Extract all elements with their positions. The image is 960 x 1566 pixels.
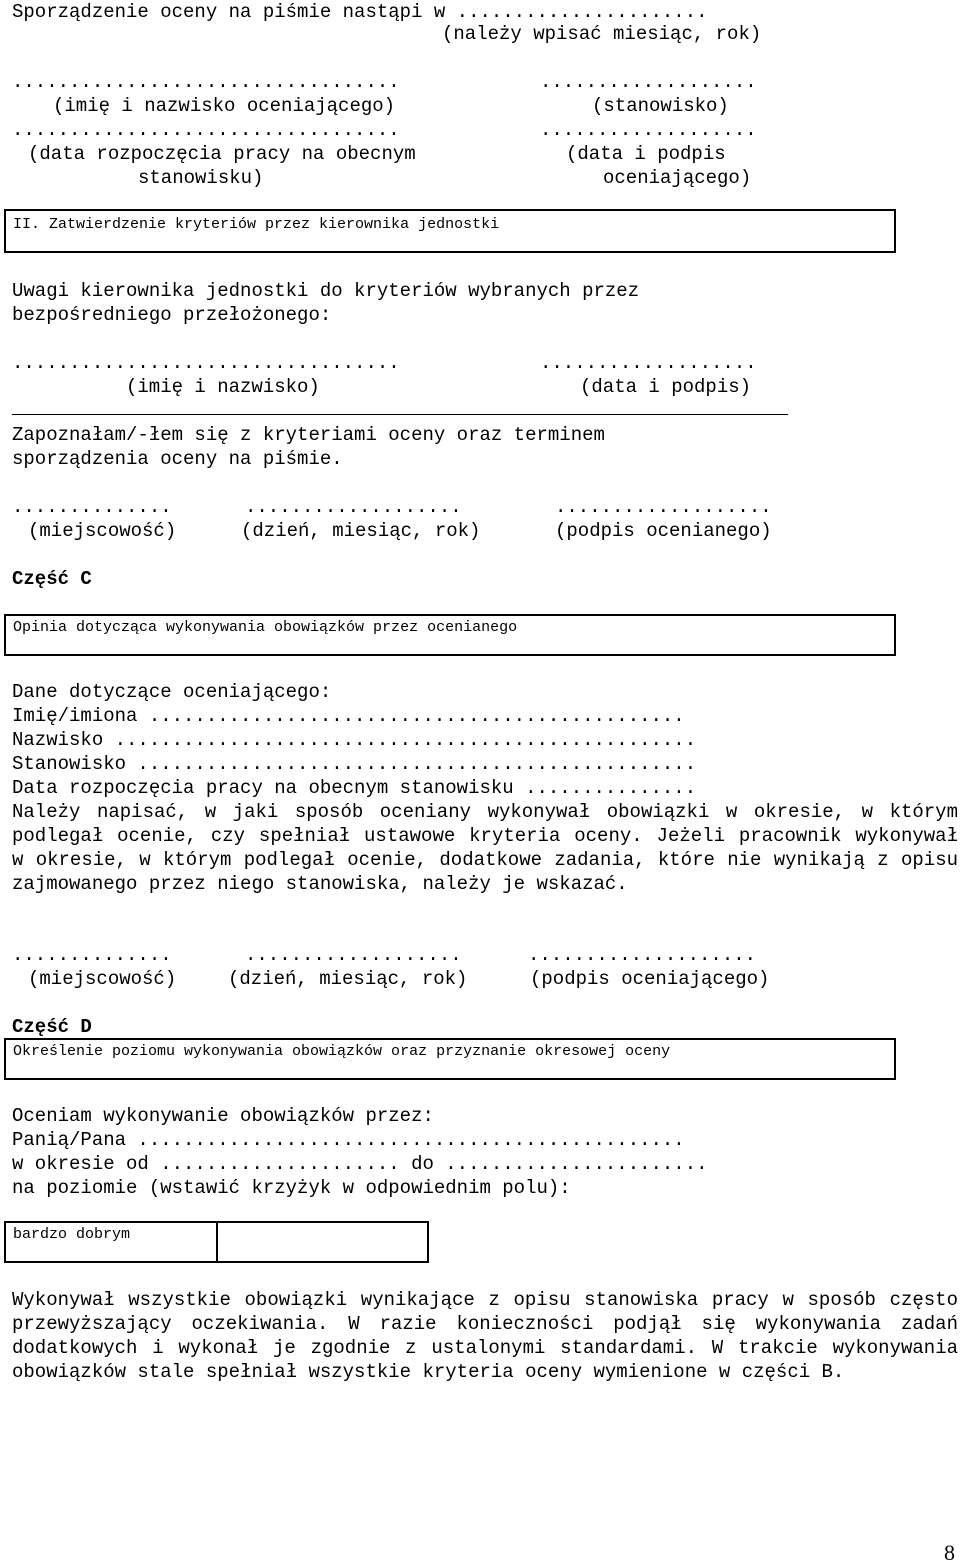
- remarks-line-2: bezpośredniego przełożonego:: [12, 304, 332, 326]
- dots-place-2: ..............: [12, 944, 172, 966]
- evaluator-data-heading: Dane dotyczące oceniającego:: [12, 681, 332, 703]
- date-label-1: (dzień, miesiąc, rok): [241, 520, 481, 542]
- acknowledgement-line-1: Zapoznałam/-łem się z kryteriami oceny oraz terminem: [12, 424, 605, 446]
- part-d-heading: Część D: [12, 1016, 92, 1038]
- evaluator-position-label: (stanowisko): [592, 95, 729, 117]
- level-checkbox-cell[interactable]: [216, 1221, 429, 1263]
- assessment-heading: Oceniam wykonywanie obowiązków przez:: [12, 1105, 434, 1127]
- date-signature-label-1: (data i podpis: [566, 143, 726, 165]
- start-date-label-1: (data rozpoczęcia pracy na obecnym: [28, 143, 416, 165]
- part-c-box-title: Opinia dotycząca wykonywania obowiązków przez ocenianego: [13, 619, 518, 636]
- dots-date-1: ...................: [245, 496, 462, 518]
- dots-date-signature: ...................: [540, 119, 757, 141]
- dots-start-date: ..................................: [12, 119, 400, 141]
- page-number: 8: [944, 1540, 955, 1565]
- field-position: Stanowisko .................................................: [12, 753, 697, 775]
- evaluator-name-label: (imię i nazwisko oceniającego): [53, 95, 396, 117]
- dots-evaluator-name: ..................................: [12, 71, 400, 93]
- field-start-date: Data rozpoczęcia pracy na obecnym stanowisku ...............: [12, 777, 697, 799]
- top-line-1: Sporządzenie oceny na piśmie nastąpi w ......................: [12, 1, 708, 23]
- acknowledgement-line-2: sporządzenia oceny na piśmie.: [12, 448, 343, 470]
- dots-evaluator-position: ...................: [540, 71, 757, 93]
- part-c-heading: Część C: [12, 568, 92, 590]
- remarks-line-1: Uwagi kierownika jednostki do kryteriów wybranych przez: [12, 280, 640, 302]
- level-label-cell: [4, 1221, 218, 1263]
- dots-sign-2: ....................: [528, 944, 757, 966]
- place-label-2: (miejscowość): [28, 968, 177, 990]
- dots-sign-1: ...................: [555, 496, 772, 518]
- dots-manager-date-signature: ...................: [540, 352, 757, 374]
- date-signature-label-2: oceniającego): [603, 167, 752, 189]
- field-surname: Nazwisko ...................................................: [12, 729, 697, 751]
- level-label: bardzo dobrym: [13, 1226, 131, 1243]
- manager-name-label: (imię i nazwisko): [126, 376, 320, 398]
- field-first-names: Imię/imiona ...............................................: [12, 705, 685, 727]
- start-date-label-2: stanowisku): [138, 167, 264, 189]
- field-period: w okresie od ..................... do .......................: [12, 1153, 708, 1175]
- sign-label-1: (podpis ocenianego): [555, 520, 772, 542]
- separator-line: [12, 414, 788, 415]
- section-ii-title: II. Zatwierdzenie kryteriów przez kierownika jednostki: [13, 216, 500, 233]
- section-ii-box: [4, 209, 896, 253]
- manager-date-signature-label: (data i podpis): [580, 376, 752, 398]
- part-c-box: [4, 614, 896, 656]
- place-label-1: (miejscowość): [28, 520, 177, 542]
- dots-place-1: ..............: [12, 496, 172, 518]
- field-person: Panią/Pana ................................................: [12, 1129, 685, 1151]
- dots-manager-name: ..................................: [12, 352, 400, 374]
- part-d-box-title: Określenie poziomu wykonywania obowiązków oraz przyznanie okresowej oceny: [13, 1043, 671, 1060]
- part-d-box: [4, 1038, 896, 1080]
- part-c-instructions: Należy napisać, w jaki sposób oceniany wykonywał obowiązki w okresie, w którym podlegał ocenie, czy spełniał ustawowe kryteria oceny. Jeżeli pracownik wykonywał w okresie, w którym podlegał ocenie, dodatkowe zadania, które nie wynikają z opisu zajmowanego przez niego stanowiska, należy je wskazać.: [12, 801, 958, 895]
- sign-label-2: (podpis oceniającego): [530, 968, 770, 990]
- top-line-2: (należy wpisać miesiąc, rok): [442, 23, 762, 45]
- field-level-instruction: na poziomie (wstawić krzyżyk w odpowiednim polu):: [12, 1177, 571, 1199]
- dots-date-2: ...................: [245, 944, 462, 966]
- date-label-2: (dzień, miesiąc, rok): [228, 968, 468, 990]
- level-description: Wykonywał wszystkie obowiązki wynikające z opisu stanowiska pracy w sposób często przewyższający oczekiwania. W razie konieczności podjął się wykonywania zadań dodatkowych i wykonał je zgodnie z ustalonymi standardami. W trakcie wykonywania obowiązków stale spełniał wszystkie kryteria oceny wymienione w części B.: [12, 1289, 958, 1383]
